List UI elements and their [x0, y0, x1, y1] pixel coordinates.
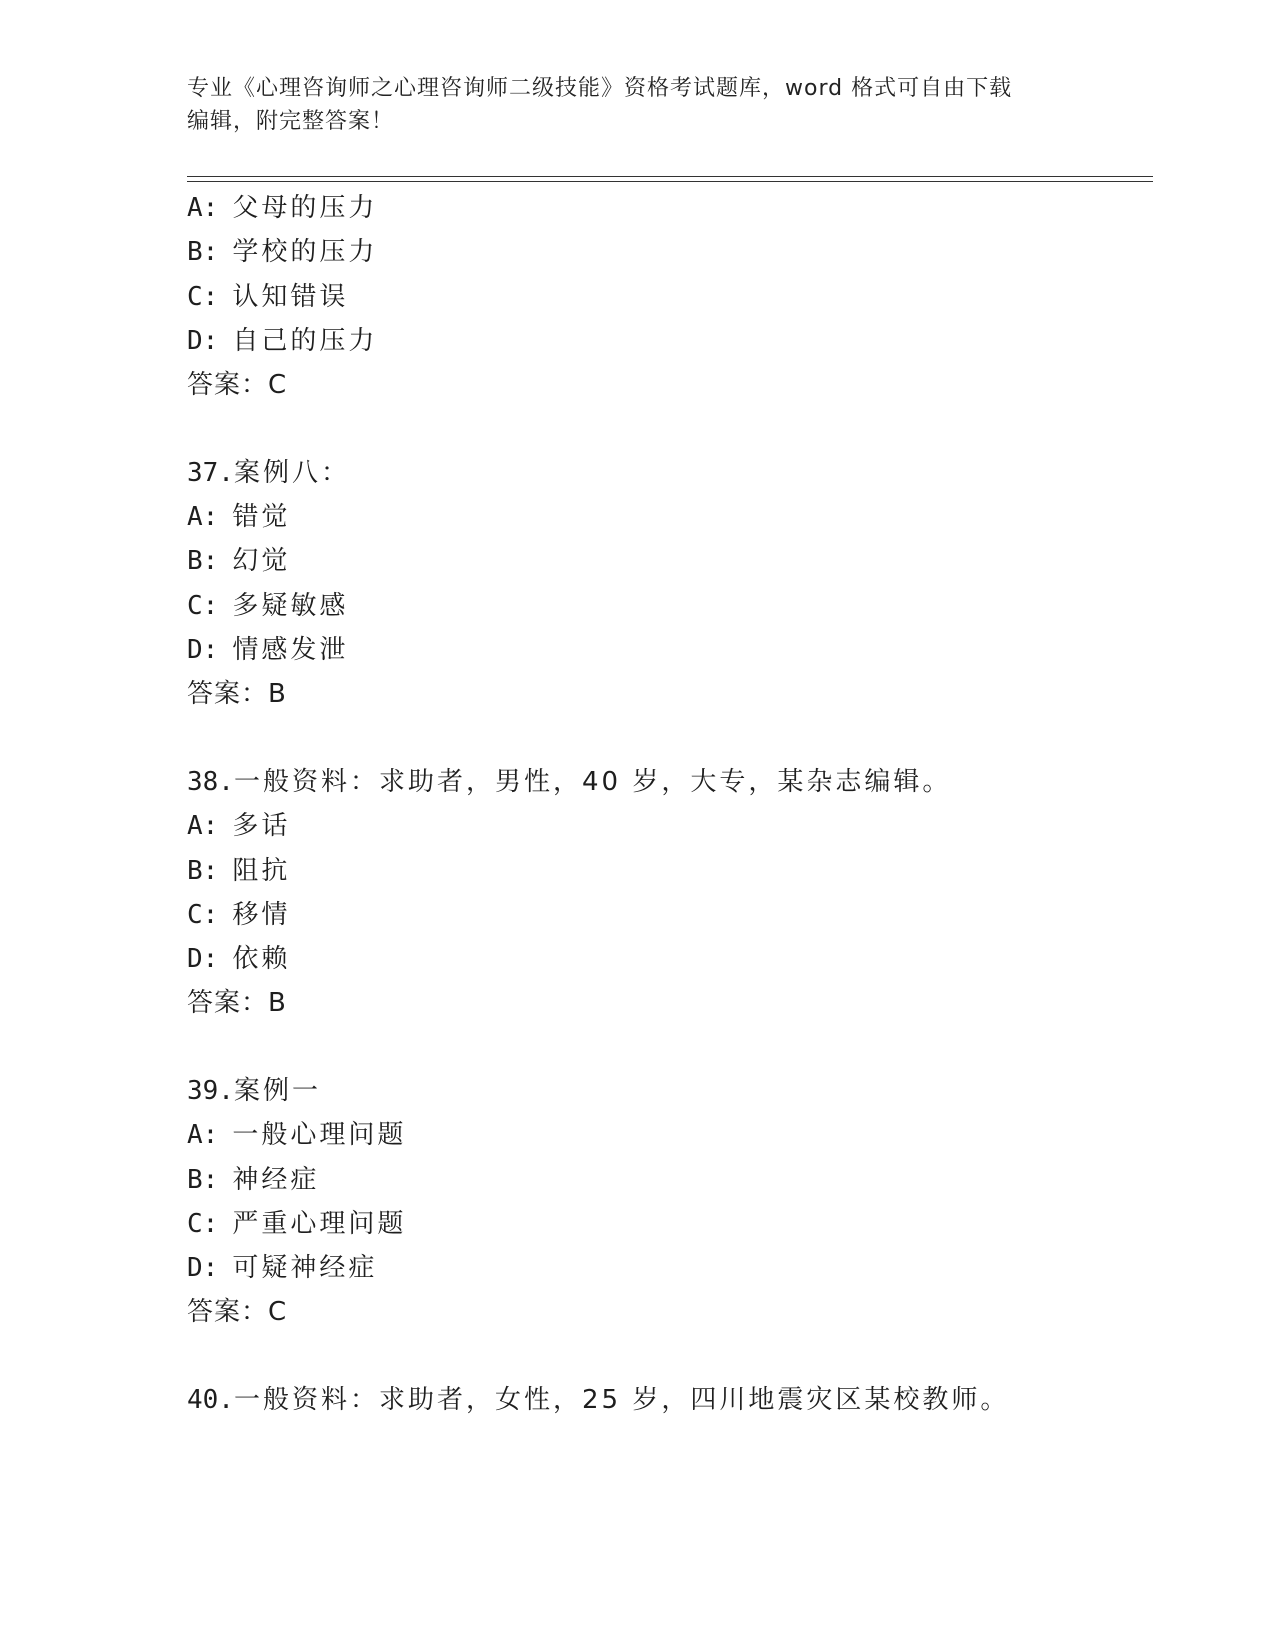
- option-a: A: 错觉: [187, 502, 291, 532]
- document-header: [187, 72, 1067, 138]
- option-b: B: 神经症: [187, 1165, 320, 1195]
- option-d: D: 可疑神经症: [187, 1253, 378, 1283]
- option-c: C: 认知错误: [187, 282, 349, 312]
- option-d: D: 依赖: [187, 944, 291, 974]
- answer: 答案：C: [187, 1297, 288, 1327]
- question-39: 39.案例一: [187, 1076, 321, 1106]
- answer: 答案：C: [187, 370, 288, 400]
- answer: 答案：B: [187, 679, 287, 709]
- header-line-1: 专业《心理咨询师之心理咨询师二级技能》资格考试题库，word 格式可自由下载: [187, 76, 1013, 101]
- question-38: 38.一般资料：求助者，男性，40 岁，大专，某杂志编辑。: [187, 767, 952, 797]
- question-37: 37.案例八：: [187, 458, 350, 488]
- option-d: D: 自己的压力: [187, 326, 378, 356]
- header-line-2: 编辑，附完整答案！: [187, 109, 395, 134]
- option-a: A: 父母的压力: [187, 193, 378, 223]
- option-d: D: 情感发泄: [187, 635, 349, 665]
- option-c: C: 移情: [187, 900, 291, 930]
- option-b: B: 学校的压力: [187, 237, 378, 267]
- answer: 答案：B: [187, 988, 287, 1018]
- header-rule-top: [187, 176, 1153, 177]
- header-rule-bottom: [187, 181, 1153, 182]
- option-b: B: 幻觉: [187, 546, 291, 576]
- option-c: C: 多疑敏感: [187, 591, 349, 621]
- option-b: B: 阻抗: [187, 856, 291, 886]
- option-c: C: 严重心理问题: [187, 1209, 407, 1239]
- option-a: A: 一般心理问题: [187, 1120, 407, 1150]
- question-40: 40.一般资料：求助者，女性，25 岁，四川地震灾区某校教师。: [187, 1385, 1010, 1415]
- option-a: A: 多话: [187, 811, 291, 841]
